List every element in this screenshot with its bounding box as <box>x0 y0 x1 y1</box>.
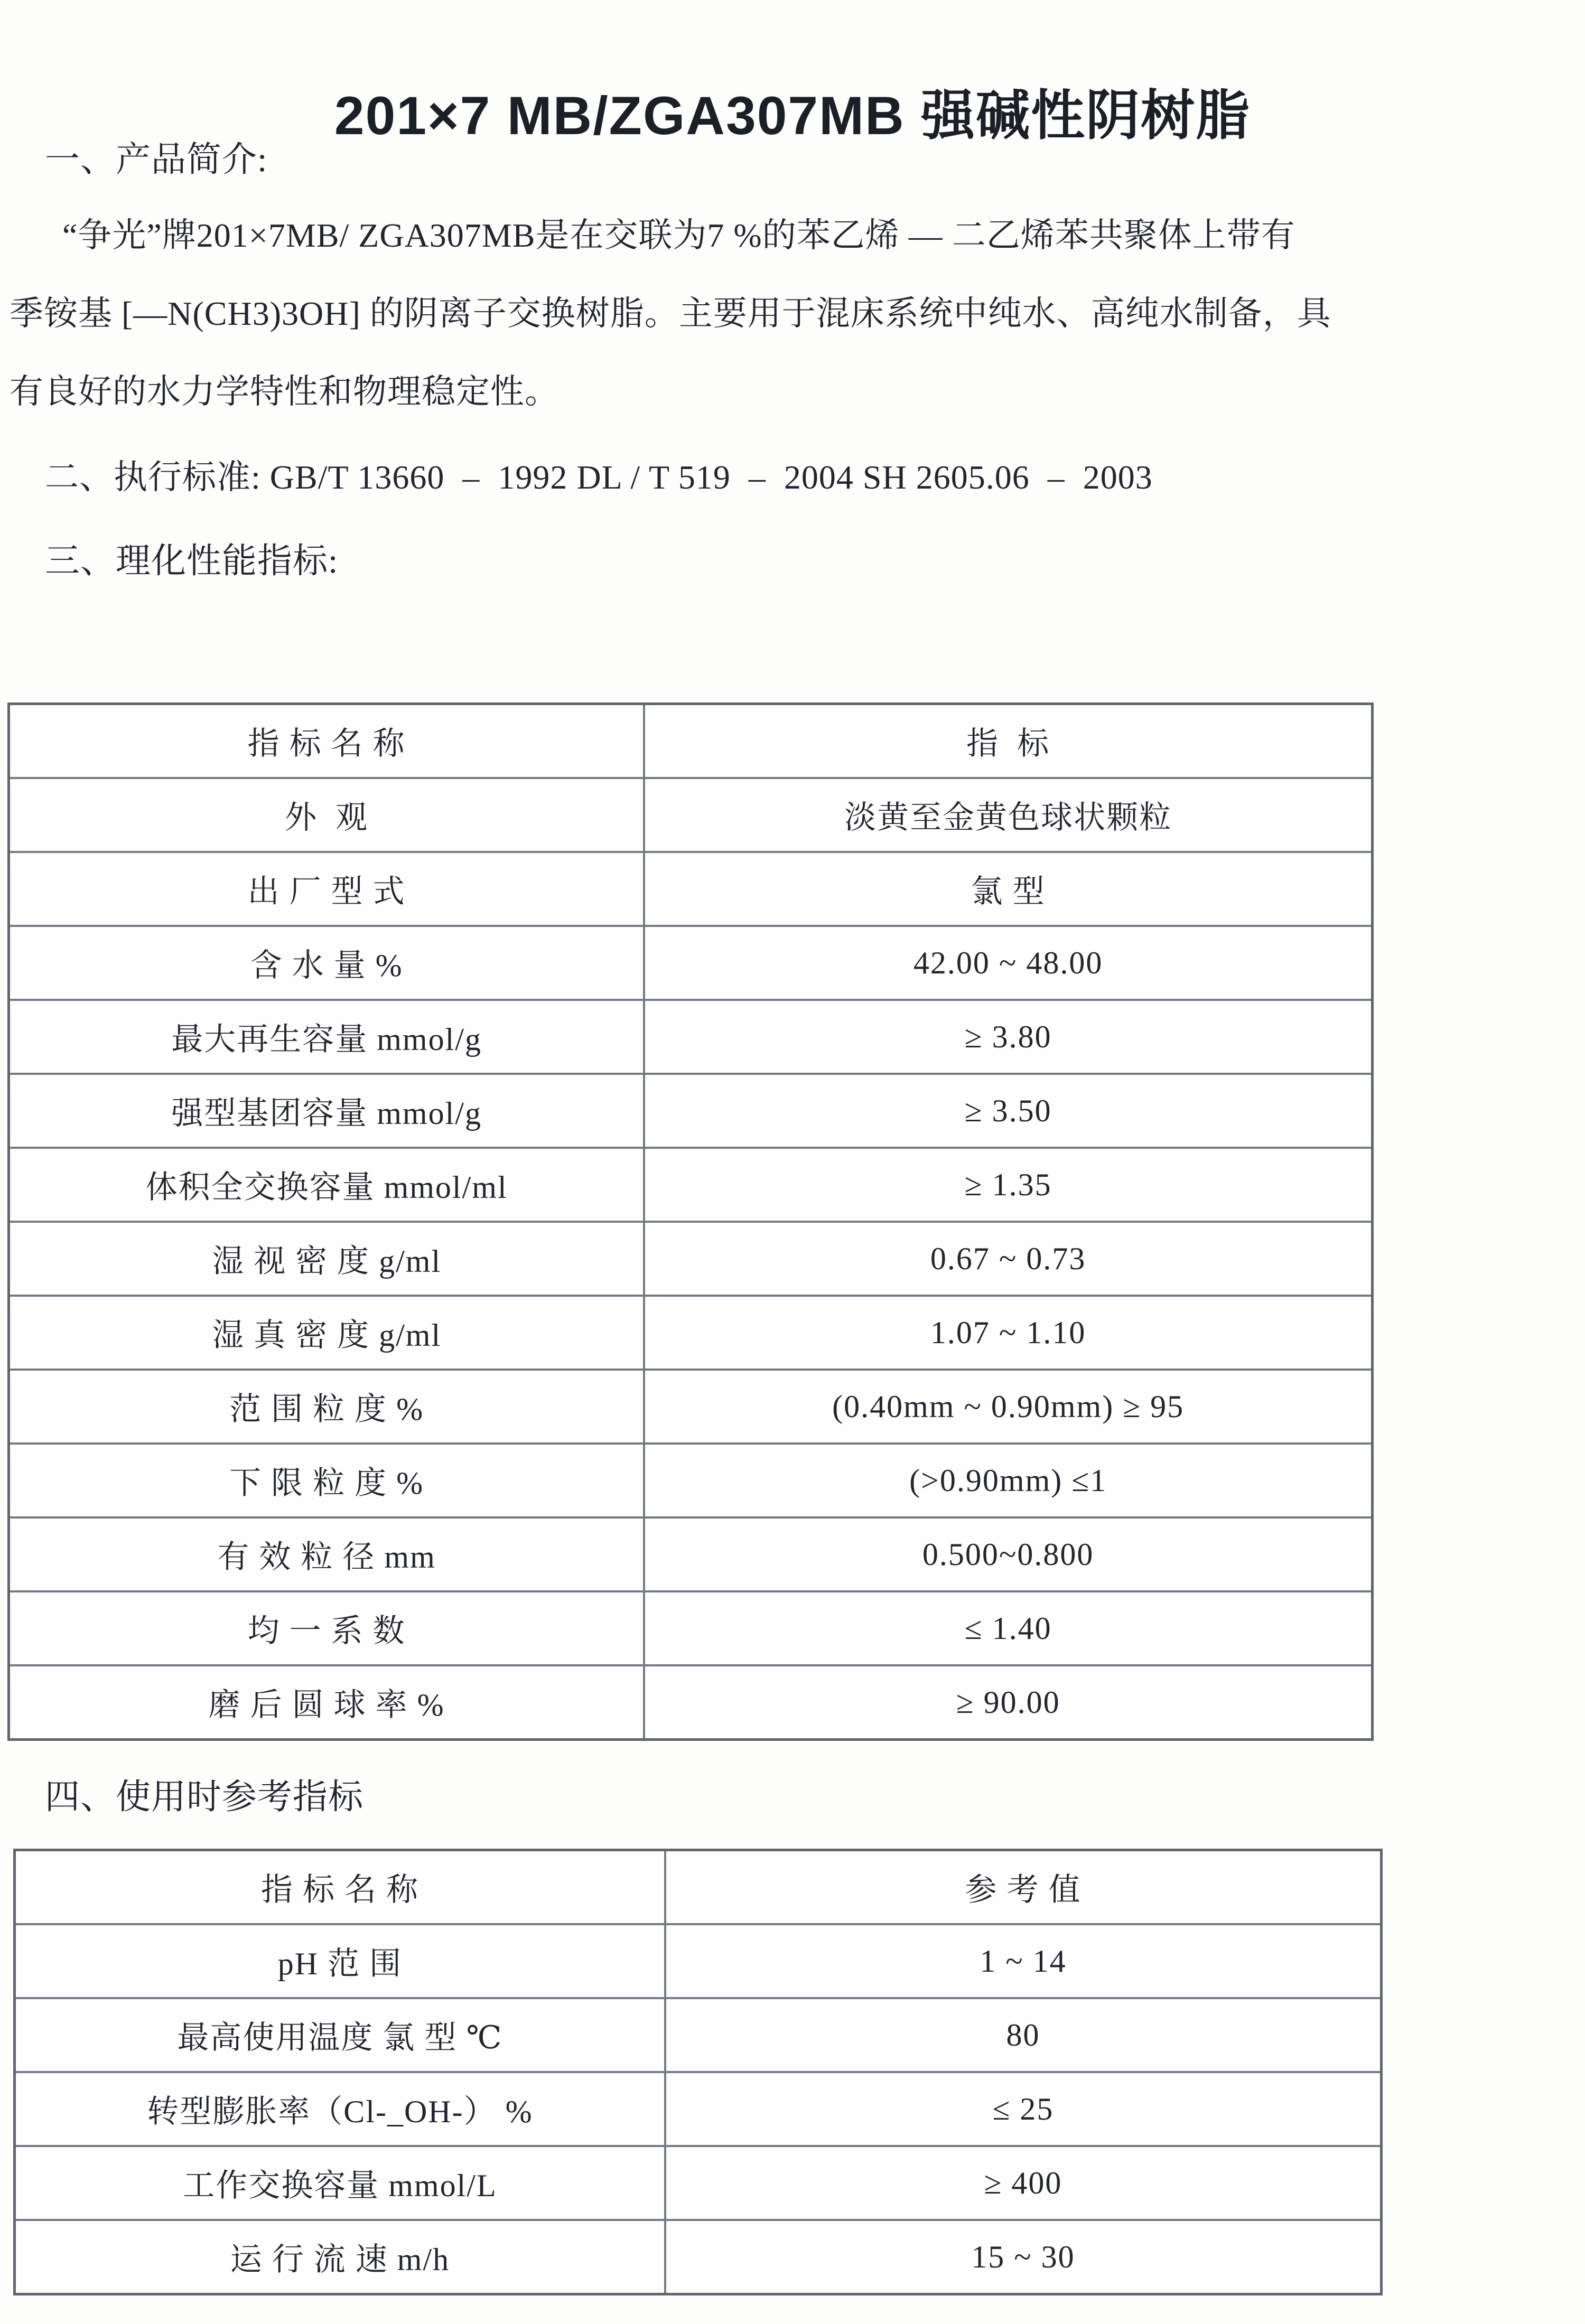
indicator-value-cell: 15 ~ 30 <box>665 2220 1382 2294</box>
indicator-name-cell: 湿 视 密 度 g/ml <box>9 1222 645 1296</box>
indicator-value-cell: ≤ 25 <box>665 2072 1382 2146</box>
indicator-value-cell: 参 考 值 <box>665 1850 1382 1925</box>
table-row <box>9 704 1373 779</box>
section-2-heading: 二、执行标准: GB/T 13660 – 1992 DL / T 519 – 2004 SH 2605.06 – 2003 <box>45 458 1153 496</box>
indicator-value-cell: 氯 型 <box>644 852 1372 926</box>
indicator-value-cell: ≥ 400 <box>665 2146 1382 2220</box>
table-row <box>9 1370 1373 1444</box>
table-row <box>15 2072 1382 2146</box>
indicator-value-cell: 0.67 ~ 0.73 <box>644 1222 1372 1296</box>
table-row <box>9 1222 1373 1296</box>
table-row <box>9 1296 1373 1370</box>
indicator-name-cell: 指 标 名 称 <box>9 704 645 779</box>
indicator-value-cell: 指 标 <box>644 704 1372 779</box>
indicator-name-cell: 最大再生容量 mmol/g <box>9 1000 645 1074</box>
section-4-heading: 四、使用时参考指标 <box>45 1778 363 1816</box>
indicator-value-cell: 淡黄至金黄色球状颗粒 <box>644 778 1372 852</box>
indicator-value-cell: (>0.90mm) ≤1 <box>644 1444 1372 1517</box>
indicator-name-cell: 指 标 名 称 <box>15 1850 665 1925</box>
indicator-name-cell: 湿 真 密 度 g/ml <box>9 1296 645 1370</box>
indicator-value-cell: ≥ 3.80 <box>644 1000 1372 1074</box>
indicator-name-cell: 工作交换容量 mmol/L <box>15 2146 665 2220</box>
indicator-value-cell: 1.07 ~ 1.10 <box>644 1296 1372 1370</box>
indicator-name-cell: 均 一 系 数 <box>9 1591 645 1665</box>
intro-paragraph-line: 有良好的水力学特性和物理稳定性。 <box>10 373 559 410</box>
indicator-name-cell: 下 限 粒 度 % <box>9 1444 645 1517</box>
indicator-name-cell: 转型膨胀率（Cl-_OH-） % <box>15 2072 665 2146</box>
intro-paragraph-line: “争光”牌201×7MB/ ZGA307MB是在交联为7 %的苯乙烯 — 二乙烯苯共聚体上带有 <box>62 217 1295 254</box>
indicator-value-cell: ≥ 90.00 <box>644 1665 1372 1740</box>
table-row <box>9 926 1373 1000</box>
indicator-value-cell: 0.500~0.800 <box>644 1517 1372 1591</box>
table-row <box>9 1148 1373 1222</box>
table-row <box>9 1444 1373 1517</box>
table-row <box>15 1998 1382 2072</box>
table-row <box>15 2220 1382 2294</box>
indicator-value-cell: 80 <box>665 1998 1382 2072</box>
indicator-value-cell: ≤ 1.40 <box>644 1591 1372 1665</box>
table-row <box>9 1074 1373 1148</box>
table-row <box>9 852 1373 926</box>
table-row <box>9 778 1373 852</box>
indicator-name-cell: 强型基团容量 mmol/g <box>9 1074 645 1148</box>
indicator-name-cell: pH 范 围 <box>15 1924 665 1998</box>
section-3-heading: 三、理化性能指标: <box>45 542 339 580</box>
indicator-value-cell: ≥ 1.35 <box>644 1148 1372 1222</box>
table-row <box>15 2146 1382 2220</box>
physchem-indicators-table <box>7 702 1374 1741</box>
indicator-name-cell: 磨 后 圆 球 率 % <box>9 1665 645 1740</box>
indicator-name-cell: 体积全交换容量 mmol/ml <box>9 1148 645 1222</box>
indicator-name-cell: 外 观 <box>9 778 645 852</box>
table-row <box>9 1665 1373 1740</box>
indicator-name-cell: 运 行 流 速 m/h <box>15 2220 665 2294</box>
intro-paragraph <box>10 196 1568 431</box>
indicator-value-cell: 1 ~ 14 <box>665 1924 1382 1998</box>
indicator-name-cell: 有 效 粒 径 mm <box>9 1517 645 1591</box>
table-row <box>15 1924 1382 1998</box>
intro-paragraph-line: 季铵基 [—N(CH3)3OH] 的阴离子交换树脂。主要用于混床系统中纯水、高纯水制备，具 <box>10 295 1331 332</box>
table-row <box>9 1591 1373 1665</box>
page-title: 201×7 MB/ZGA307MB 强碱性阴树脂 <box>334 86 1251 146</box>
table-row <box>9 1000 1373 1074</box>
table-row <box>15 1850 1382 1925</box>
section-1-heading: 一、产品简介: <box>45 140 268 179</box>
table-row <box>9 1517 1373 1591</box>
usage-reference-table <box>13 1849 1383 2295</box>
indicator-value-cell: (0.40mm ~ 0.90mm) ≥ 95 <box>644 1370 1372 1444</box>
indicator-value-cell: 42.00 ~ 48.00 <box>644 926 1372 1000</box>
indicator-name-cell: 出 厂 型 式 <box>9 852 645 926</box>
indicator-name-cell: 范 围 粒 度 % <box>9 1370 645 1444</box>
indicator-name-cell: 最高使用温度 氯 型 ℃ <box>15 1998 665 2072</box>
indicator-name-cell: 含 水 量 % <box>9 926 645 1000</box>
indicator-value-cell: ≥ 3.50 <box>644 1074 1372 1148</box>
